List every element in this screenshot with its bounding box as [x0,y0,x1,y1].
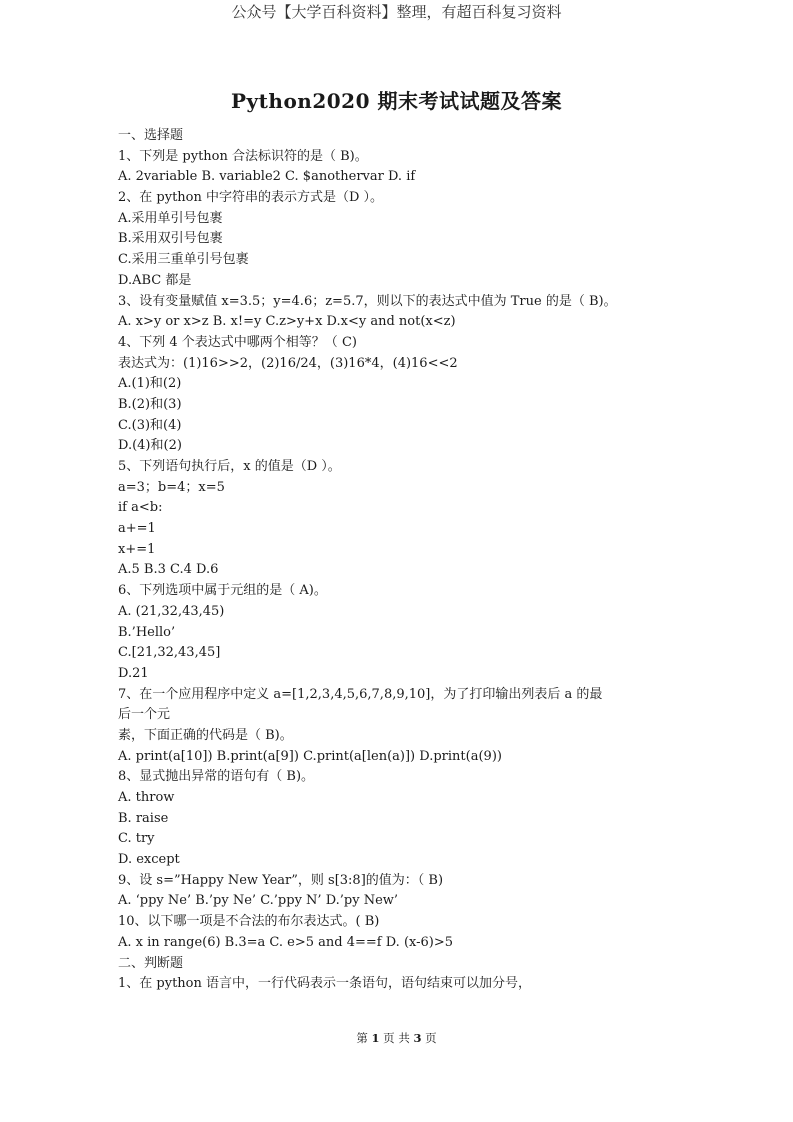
option-line: A. print(a[10]) B.print(a[9]) C.print(a[len(a)]) D.print(a(9)) [118,748,502,764]
question-line: 后一个元 [118,707,171,723]
option-line: A.(1)和(2) [118,376,182,392]
question-line: 素，下面正确的代码是（ B)。 [118,727,293,743]
option-line: A. ‘ppy Ne’ B.’py Ne’ C.’ppy N’ D.’py New’ [118,893,399,909]
option-line: A. 2variable B. variable2 C. $anothervar D. if [118,169,416,185]
code-line: a+=1 [118,521,156,537]
option-line: D.ABC 都是 [118,272,192,288]
option-line: A. x>y or x>z B. x!=y C.z>y+x D.x<y and not(x<z) [118,314,456,330]
option-line: A.采用单引号包裹 [118,210,223,226]
footer-prefix: 第 [356,1031,368,1045]
question-line: 1、在 python 语言中，一行代码表示一条语句，语句结束可以加分号， [118,976,531,992]
option-line: A. (21,32,43,45) [118,603,225,619]
footer-middle: 页 共 [383,1031,410,1045]
option-line: D.21 [118,665,149,681]
question-line: 7、在一个应用程序中定义 a=[1,2,3,4,5,6,7,8,9,10]，为了打印输出列表后 a 的最 [118,686,603,702]
option-line: B.采用双引号包裹 [118,231,223,247]
option-line: C. try [118,831,155,847]
section-heading: 二、判断题 [118,955,184,971]
option-line: D. except [118,852,180,868]
option-line: C.[21,32,43,45] [118,645,221,661]
page-number: 1 [371,1031,380,1045]
question-line: 4、下列 4 个表达式中哪两个相等？（ C) [118,334,357,350]
code-line: a=3；b=4；x=5 [118,479,225,495]
question-line: 10、以下哪一项是不合法的布尔表达式。( B) [118,914,380,930]
option-line: A.5 B.3 C.4 D.6 [118,562,219,578]
option-line: C.(3)和(4) [118,417,182,433]
question-line: 2、在 python 中字符串的表示方式是（D ）。 [118,190,384,206]
option-line: A. x in range(6) B.3=a C. e>5 and 4==f D. (x-6)>5 [118,934,454,950]
option-line: A. throw [118,790,175,805]
section-heading: 一、选择题 [118,128,184,143]
question-line: 5、下列语句执行后，x 的值是（D ）。 [118,459,341,474]
option-line: D.(4)和(2) [118,438,182,454]
option-line: B.’Hello’ [118,624,176,640]
option-line: C.采用三重单引号包裹 [118,252,249,268]
page-footer [0,1030,793,1046]
footer-suffix: 页 [425,1031,437,1045]
code-line: if a<b: [118,500,163,516]
option-line: B. raise [118,810,169,826]
question-line: 1、下列是 python 合法标识符的是（ B)。 [118,148,368,164]
option-line: B.(2)和(3) [118,396,182,412]
question-line: 表达式为：(1)16>>2，(2)16/24，(3)16*4，(4)16<<2 [118,355,458,371]
question-line: 6、下列选项中属于元组的是（ A)。 [118,583,327,599]
question-line: 3、设有变量赋值 x=3.5；y=4.6；z=5.7，则以下的表达式中值为 True 的是（ B)。 [118,293,617,309]
page-total: 3 [413,1031,422,1045]
code-line: x+=1 [118,541,156,557]
question-line: 9、设 s=”Happy New Year”，则 s[3:8]的值为：（ B) [118,872,444,888]
question-line: 8、显式抛出异常的语句有（ B)。 [118,769,315,785]
page-header: 公众号【大学百科资料】整理，有超百科复习资料 [231,3,562,21]
document-title: Python2020 期末考试试题及答案 [231,89,562,113]
document-body [118,126,718,995]
